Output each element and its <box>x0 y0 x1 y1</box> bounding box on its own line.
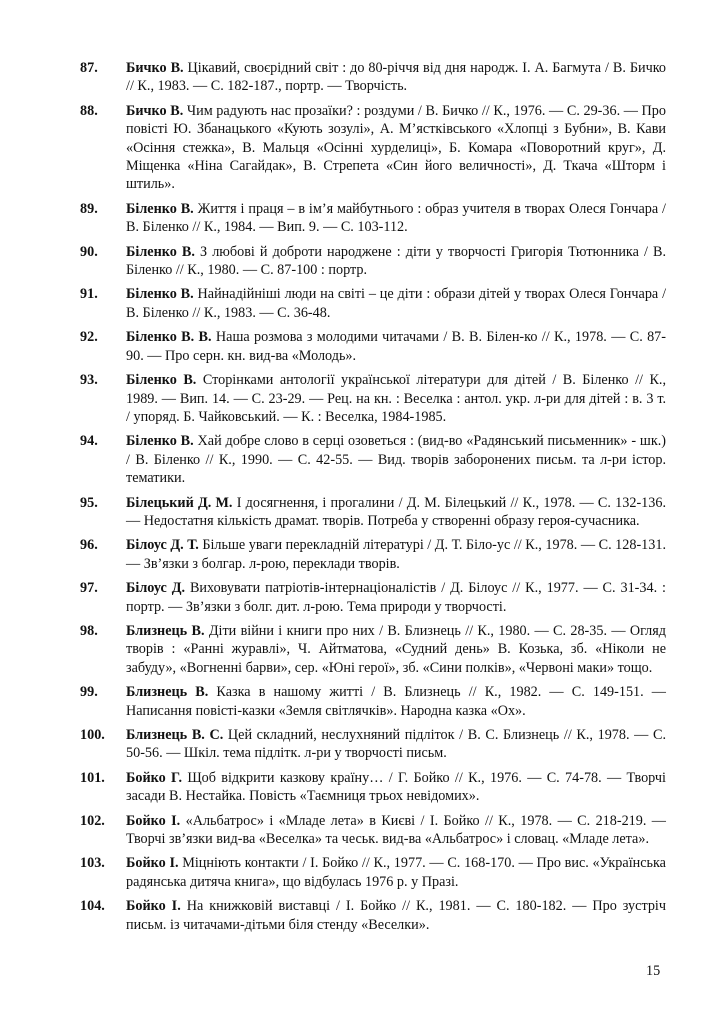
entry-text: Хай добре слово в серці озоветься : (вид-во «Радянський письменник» - шк.) / В. Біленко // К., 1990. — С. 42-55. — Вид. творів заборонених письм. та л-ри істор. тематики. <box>126 433 667 487</box>
entry-number: 92. <box>80 329 98 346</box>
entry-number: 90. <box>80 243 98 260</box>
entry-author: Біленко В. <box>126 200 194 217</box>
entry-text: Казка в нашому житті / В. Близнець // К., 1982. — С. 149-151. — Написання повісті-казки «Земля світлячків». Народна казка «Ох». <box>126 684 666 719</box>
entry-number: 99. <box>80 684 98 701</box>
entry-author: Біленко В. <box>126 286 194 303</box>
entry-text: Наша розмова з молодими читачами / В. В. Білен-ко // К., 1978. — С. 87-90. — Про серн. кн. вид-ва «Молодь». <box>126 329 666 364</box>
bibliography-entry <box>80 494 666 531</box>
entry-number: 102. <box>80 812 105 829</box>
bibliography-entry <box>80 726 666 763</box>
entry-author: Біленко В. <box>126 433 194 450</box>
entry-number: 91. <box>80 286 98 303</box>
entry-author: Бойко Г. <box>126 769 183 786</box>
entry-text: Діти війни і книги про них / В. Близнець // К., 1980. — С. 28-35. — Огляд творів : «Ранні журавлі», Ч. Айтматова, «Судний день» В. Козька, зб. «Ніколи не забуду», «Вогненні барви», сер. «Юні герої», зб. «Сини полків», «Червоні маки» тощо. <box>126 622 666 676</box>
entry-text: З любові й доброти народжене : діти у творчості Григорія Тютюнника / В. Біленко // К., 1980. — С. 87-100 : портр. <box>126 243 667 279</box>
entry-author: Бойко І. <box>126 855 179 872</box>
bibliography-entry <box>80 622 666 677</box>
bibliography-entry <box>80 536 666 573</box>
entry-text: Більше уваги перекладній літературі / Д. Т. Біло-ус // К., 1978. — С. 128-131. — Зв’язки з болгар. л-рою, переклади творів. <box>126 537 667 572</box>
entry-author: Близнець В. С. <box>126 727 224 743</box>
bibliography-entry <box>80 243 666 280</box>
bibliography-list <box>80 59 666 940</box>
entry-number: 89. <box>80 200 98 217</box>
entry-author: Близнець В. <box>126 622 205 639</box>
entry-number: 93. <box>80 372 98 389</box>
entry-author: Біленко В. <box>126 243 195 260</box>
entry-author: Біленко В. В. <box>126 329 212 346</box>
entry-text: І досягнення, і прогалини / Д. М. Білецький // К., 1978. — С. 132-136. — Недостатня кількість драмат. творів. Потреба у створенні образу героя-сучасника. <box>126 494 666 529</box>
bibliography-entry <box>80 897 666 934</box>
entry-number: 87. <box>80 60 98 76</box>
page-number: 15 <box>646 963 661 979</box>
bibliography-entry <box>80 432 666 487</box>
entry-author: Білоус Д. Т. <box>126 537 199 554</box>
entry-text: «Альбатрос» і «Младе лета» в Києві / І. Бойко // К., 1978. — С. 218-219. — Творчі зв’язки вид-ва «Веселка» та чеськ. вид-ва «Альбатрос» і словац. «Младе лета». <box>126 812 666 848</box>
entry-number: 94. <box>80 433 98 450</box>
bibliography-entry <box>80 59 666 96</box>
entry-text: Виховувати патріотів-інтернаціоналістів / Д. Білоус // К., 1977. — С. 31-34. : портр. — Зв’язки з болг. дит. л-рою. Тема природи у творчості. <box>126 580 666 615</box>
entry-number: 100. <box>80 727 105 743</box>
entry-number: 103. <box>80 855 105 872</box>
entry-text: Цей складний, неслухняний підліток / В. С. Близнець // К., 1978. — С. 50-56. — Шкіл. тема підлітк. л-ри у творчості письм. <box>126 727 666 762</box>
entry-number: 95. <box>80 494 98 511</box>
bibliography-entry <box>80 579 666 616</box>
entry-text: На книжковій виставці / І. Бойко // К., 1981. — С. 180-182. — Про зустріч письм. із читачами-дітьми біля стенду «Веселки». <box>126 898 666 933</box>
entry-number: 98. <box>80 622 98 639</box>
entry-number: 104. <box>80 898 105 915</box>
entry-text: Найнадійніші люди на світі – це діти : образи дітей у творах Олеся Гончара / В. Біленко // К., 1983. — С. 36-48. <box>126 286 667 321</box>
bibliography-entry <box>80 371 666 426</box>
entry-author: Бойко І. <box>126 812 181 829</box>
entry-number: 97. <box>80 580 98 597</box>
bibliography-entry <box>80 854 666 891</box>
entry-text: Цікавий, своєрідний світ : до 80-річчя від дня народж. І. А. Багмута / В. Бичко // К., 1983. — С. 182-187., портр. — Творчість. <box>126 60 666 95</box>
entry-author: Біленко В. <box>126 372 197 389</box>
entry-number: 88. <box>80 102 98 119</box>
bibliography-entry <box>80 812 666 849</box>
entry-text: Сторінками антології української літератури для дітей / В. Біленко // К., 1989. — Вип. 14. — С. 23-29. — Рец. на кн. : Веселка : антол. укр. л-ри для дітей : в. 3 т. / упоряд. Б. Чайковський. — К. : Веселка, 1984-1985. <box>126 372 666 425</box>
entry-author: Бойко І. <box>126 898 181 915</box>
entry-text: Життя і праця – в ім’я майбутнього : образ учителя в творах Олеся Гончара / В. Біленко // К., 1984. — Вип. 9. — С. 103-112. <box>126 200 666 236</box>
entry-text: Чим радують нас прозаїки? : роздуми / В. Бичко // К., 1976. — С. 29-36. — Про повісті Ю. Збанацького «Кують зозулі», А. М’ястківського «Хлопці з Бубни», В. Кави «Осіння стежка», В. Мальця «Осінні хурделиці», Б. Комара «Поворотний круг», Д. Міщенка «Ніна Сагайдак», В. Стрепета «Син його величності», Д. Ткача «Шторм і штиль». <box>126 102 666 193</box>
entry-number: 101. <box>80 769 105 786</box>
bibliography-entry <box>80 683 666 720</box>
entry-author: Білецький Д. М. <box>126 494 233 511</box>
entry-author: Білоус Д. <box>126 580 186 597</box>
bibliography-entry <box>80 285 666 322</box>
bibliography-entry <box>80 200 666 237</box>
entry-author: Близнець В. <box>126 684 209 701</box>
entry-number: 96. <box>80 537 98 554</box>
bibliography-entry <box>80 102 666 194</box>
entry-text: Міцніють контакти / І. Бойко // К., 1977. — С. 168-170. — Про вис. «Українська радянська дитяча книга», що відбулась 1976 р. у Празі. <box>126 855 666 890</box>
entry-text: Щоб відкрити казкову країну… / Г. Бойко // К., 1976. — С. 74-78. — Творчі засади В. Нестайка. Повість «Таємниця трьох невідомих». <box>126 769 666 805</box>
entry-author: Бичко В. <box>126 102 184 119</box>
bibliography-entry <box>80 328 666 365</box>
entry-author: Бичко В. <box>126 60 184 76</box>
bibliography-entry <box>80 769 666 806</box>
